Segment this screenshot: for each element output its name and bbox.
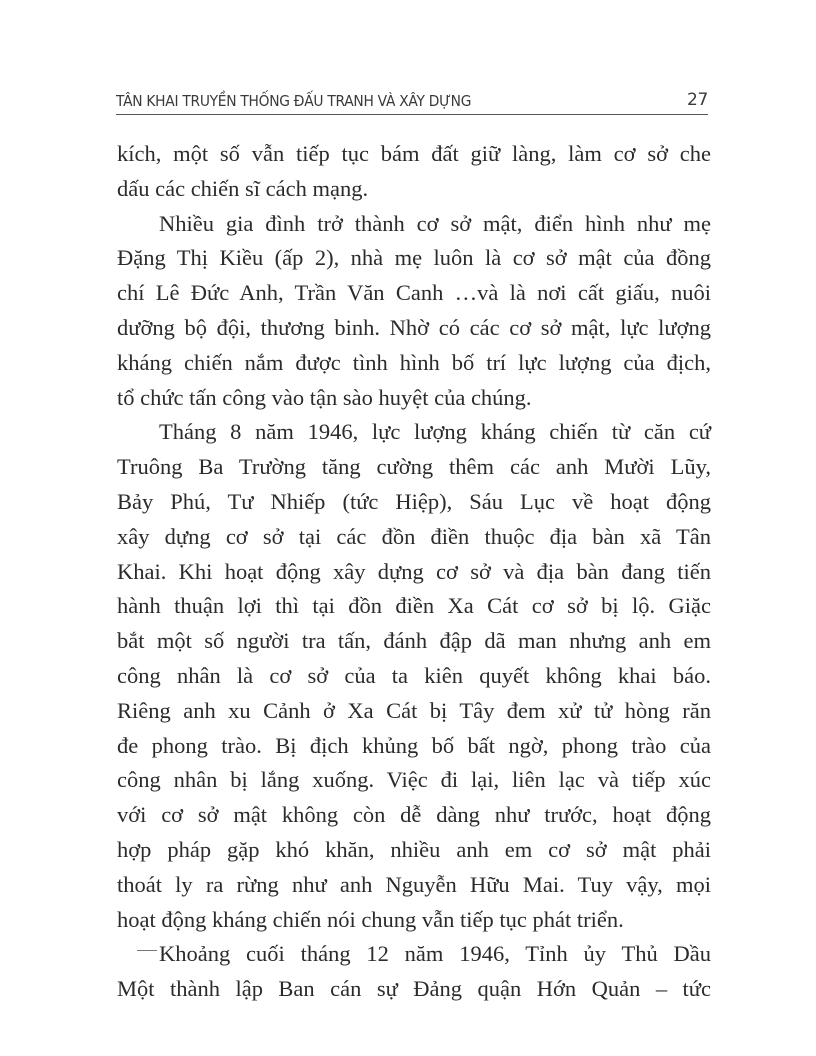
text-line: Tháng 8 năm 1946, lực lượng kháng chiến từ căn cứ <box>159 419 711 445</box>
text-line: xây dựng cơ sở tại các đồn điền thuộc địa bàn xã Tân <box>117 523 711 549</box>
page-number: 27 <box>686 90 708 110</box>
text-line: bắt một số người tra tấn, đánh đập dã man nhưng anh em <box>117 628 711 654</box>
text-line: công nhân bị lắng xuống. Việc đi lại, liên lạc và tiếp xúc <box>117 767 711 793</box>
text-line <box>117 937 711 972</box>
paragraph <box>117 137 711 207</box>
text-line: kháng chiến nắm được tình hình bố trí lực lượng của địch, <box>117 349 711 375</box>
text-line: Khai. Khi hoạt động xây dựng cơ sở và địa bàn đang tiến <box>117 558 711 584</box>
paragraph <box>117 415 711 937</box>
text-line: kích, một số vẫn tiếp tục bám đất giữ làng, làm cơ sở che <box>117 141 711 166</box>
text-line: tổ chức tấn công vào tận sào huyệt của chúng. <box>117 384 532 410</box>
text-line: hợp pháp gặp khó khăn, nhiều anh em cơ sở mật phải <box>117 836 711 862</box>
text-line: Truông Ba Trường tăng cường thêm các anh Mười Lũy, <box>117 454 711 480</box>
text-line: hành thuận lợi thì tại đồn điền Xa Cát cơ sở bị lộ. Giặc <box>117 593 711 619</box>
text-line: Đặng Thị Kiều (ấp 2), nhà mẹ luôn là cơ sở mật của đồng <box>117 245 711 271</box>
running-title: TÂN KHAI TRUYỀN THỐNG ĐẤU TRANH VÀ XÂY DỰNG <box>116 92 472 110</box>
paragraph <box>117 207 711 416</box>
text-line: hoạt động kháng chiến nói chung vẫn tiếp tục phát triển. <box>117 906 624 932</box>
scan-mark <box>137 950 157 951</box>
text-line: đe phong trào. Bị địch khủng bố bất ngờ, phong trào của <box>117 732 711 758</box>
text-line: Một thành lập Ban cán sự Đảng quận Hớn Quản – tức <box>117 976 711 1002</box>
paragraph <box>117 937 711 1007</box>
text-line: Nhiều gia đình trở thành cơ sở mật, điển hình như mẹ <box>159 210 711 236</box>
text-line: thoát ly ra rừng như anh Nguyễn Hữu Mai. Tuy vậy, mọi <box>117 871 711 897</box>
text-line: với cơ sở mật không còn dễ dàng như trước, hoạt động <box>117 802 711 828</box>
text-line: dưỡng bộ đội, thương binh. Nhờ có các cơ sở mật, lực lượng <box>117 314 711 340</box>
text-line: công nhân là cơ sở của ta kiên quyết không khai báo. <box>117 662 711 688</box>
text-line: dấu các chiến sĩ cách mạng. <box>117 175 369 201</box>
body-text <box>117 137 711 1007</box>
text-line: chí Lê Đức Anh, Trần Văn Canh …và là nơi cất giấu, nuôi <box>117 280 711 306</box>
page-header <box>116 86 708 115</box>
text-line: Bảy Phú, Tư Nhiếp (tức Hiệp), Sáu Lục về hoạt động <box>117 488 711 514</box>
text-line: Riêng anh xu Cảnh ở Xa Cát bị Tây đem xử tử hòng răn <box>117 697 711 723</box>
text-line-content: Khoảng cuối tháng 12 năm 1946, Tỉnh ủy Thủ Dầu <box>159 941 711 967</box>
